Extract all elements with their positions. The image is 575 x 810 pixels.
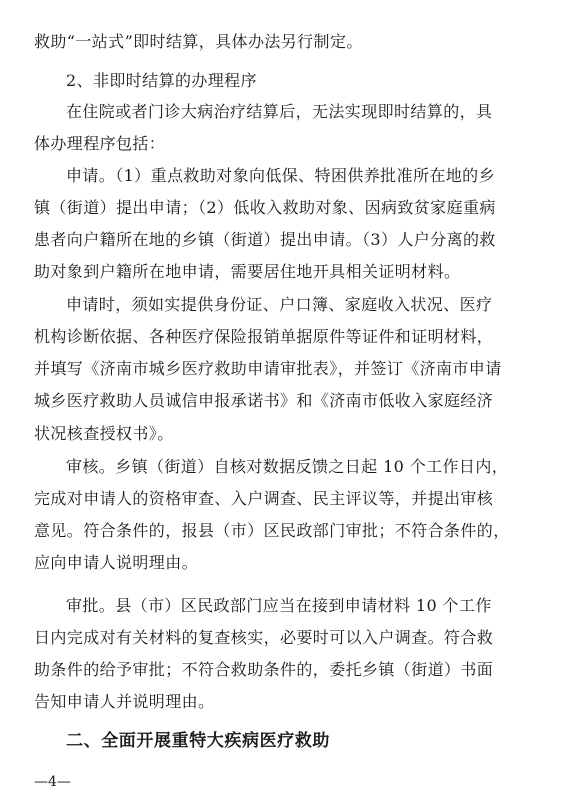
body-text-line: 镇（街道）提出申请；（2）低收入救助对象、因病致贫家庭重病 [34, 198, 496, 217]
body-text-line: 申请时，须如实提供身份证、户口簿、家庭收入状况、医疗 [66, 295, 493, 314]
body-text-line: 助条件的给予审批；不符合救助条件的，委托乡镇（街道）书面 [34, 660, 494, 679]
body-text-line: 体办理程序包括： [34, 134, 166, 153]
subheading-line: 2、非即时结算的办理程序 [66, 71, 257, 90]
body-text-line: 审批。县（市）区民政部门应当在接到申请材料 10 个工作 [66, 596, 492, 615]
body-text-line: 并填写《济南市城乡医疗救助申请审批表》，并签订《济南市申请 [34, 359, 502, 378]
body-text-line: 意见。符合条件的，报县（市）区民政部门审批；不符合条件的， [34, 521, 510, 540]
body-text-line: 申请。（1）重点救助对象向低保、特困供养批准所在地的乡 [66, 166, 495, 185]
body-text-line: 机构诊断依据、各种医疗保险报销单据原件等证件和证明材料， [34, 327, 494, 346]
body-text-line: 助对象到户籍所在地申请，需要居住地开具相关证明材料。 [34, 262, 461, 281]
body-text-line: 审核。乡镇（街道）自核对数据反馈之日起 10 个工作日内， [66, 457, 509, 476]
body-text-line: 告知申请人并说明理由。 [34, 692, 215, 711]
body-text-line: 在住院或者门诊大病治疗结算后，无法实现即时结算的，具 [66, 102, 493, 121]
body-text-line: 完成对申请人的资格审查、入户调查、民主评议等，并提出审核 [34, 489, 494, 508]
body-text-line: 患者向户籍所在地的乡镇（街道）提出申请。（3）人户分离的救 [34, 230, 496, 249]
body-text-line: 城乡医疗救助人员诚信申报承诺书》和《济南市低收入家庭经济 [34, 391, 494, 410]
body-text-line: 日内完成对有关材料的复查核实，必要时可以入户调查。符合救 [34, 628, 494, 647]
page-number: —4— [34, 774, 71, 790]
body-text-line: 救助“一站式”即时结算，具体办法另行制定。 [34, 32, 363, 51]
body-text-line: 状况核查授权书》。 [34, 424, 174, 443]
section-heading: 二、全面开展重特大疾病医疗救助 [66, 731, 330, 751]
body-text-line: 应向申请人说明理由。 [34, 553, 199, 572]
